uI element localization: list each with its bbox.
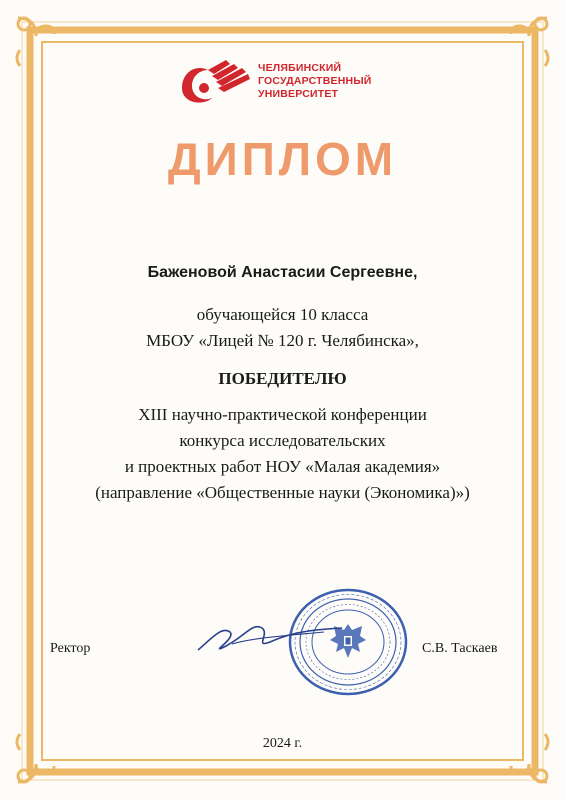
student-grade: обучающейся 10 класса (196, 305, 369, 324)
description-line3: и проектных работ НОУ «Малая академия» (124, 457, 441, 476)
university-name-line2: ГОСУДАРСТВЕННЫЙ (258, 75, 372, 87)
university-name-line1: ЧЕЛЯБИНСКИЙ (258, 62, 342, 74)
university-name (258, 62, 372, 101)
rector-label: Ректор (50, 641, 91, 656)
university-name-line3: УНИВЕРСИТЕТ (258, 88, 339, 100)
description-line1: XIII научно-практической конференции (138, 405, 427, 424)
description-line4: (направление «Общественные науки (Экономика)») (95, 483, 470, 502)
university-logo (178, 58, 438, 108)
issue-year: 2024 г. (262, 736, 303, 751)
university-emblem-icon (178, 58, 258, 108)
student-school: МБОУ «Лицей № 120 г. Челябинска», (146, 331, 419, 350)
diploma-title: ДИПЛОМ (167, 133, 398, 185)
rector-name: С.В. Таскаев (422, 641, 498, 656)
recipient-name: Баженовой Анастасии Сергеевне, (147, 264, 418, 281)
description-line2: конкурса исследовательских (179, 431, 386, 450)
award-title: ПОБЕДИТЕЛЮ (218, 369, 347, 388)
rector-signature (192, 608, 352, 664)
